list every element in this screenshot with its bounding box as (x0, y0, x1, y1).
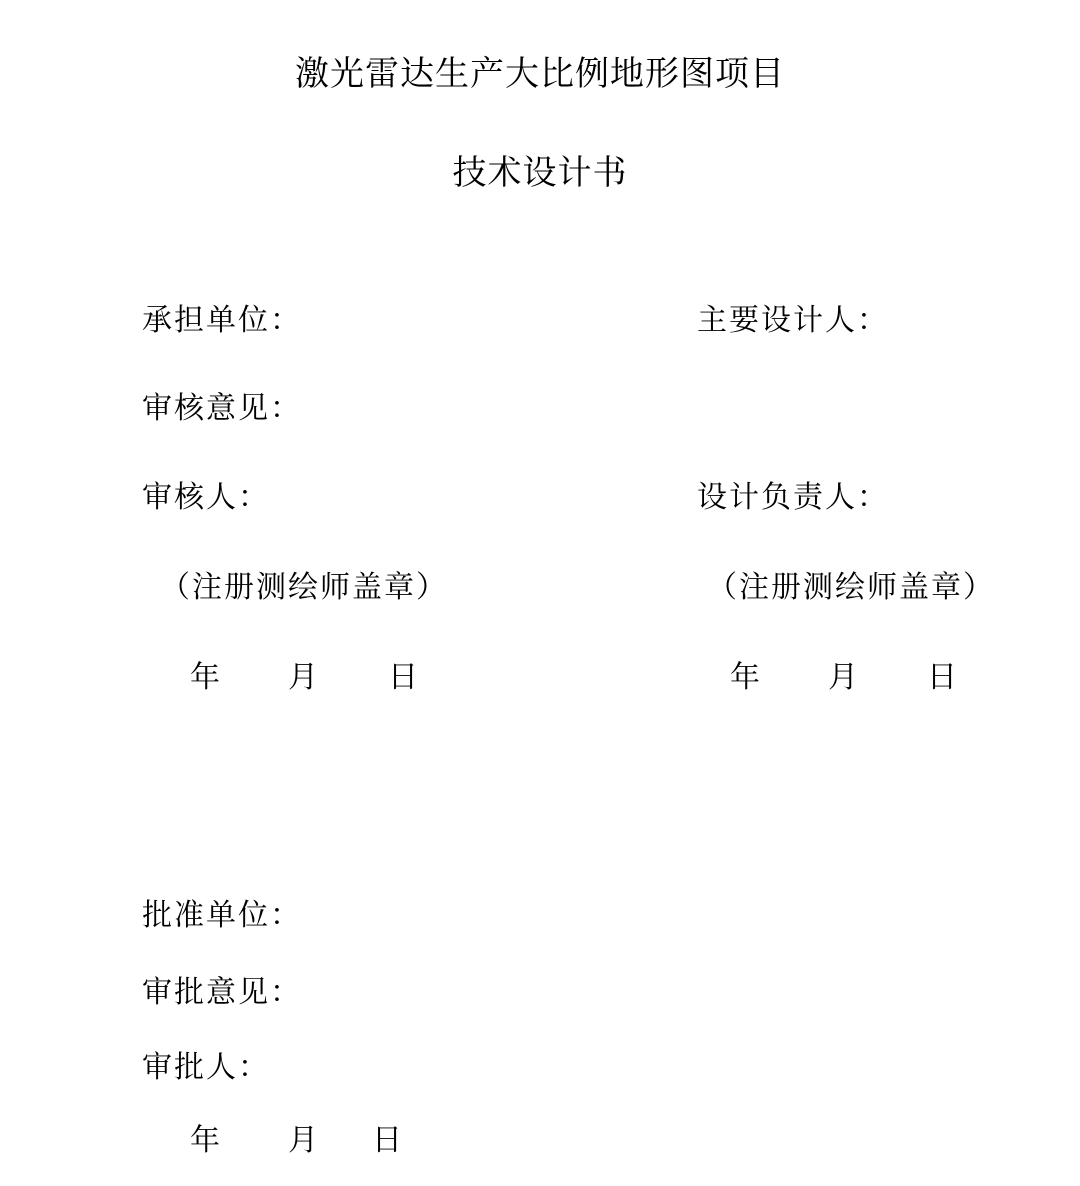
date-year: 年 (190, 660, 220, 695)
date-month: 月 (288, 660, 318, 695)
date-day: 日 (372, 1123, 402, 1158)
design-lead-label: 设计负责人： (697, 480, 889, 515)
document-title: 激光雷达生产大比例地形图项目 (295, 54, 785, 94)
date-month: 月 (288, 1123, 318, 1158)
left-seal-note: （注册测绘师盖章） (160, 570, 448, 605)
approval-unit-label: 批准单位： (142, 898, 302, 933)
date-year: 年 (730, 660, 760, 695)
reviewer-label: 审核人： (142, 480, 270, 515)
right-seal-note: （注册测绘师盖章） (707, 570, 995, 605)
date-day: 日 (927, 660, 957, 695)
date-year: 年 (190, 1123, 220, 1158)
approver-label: 审批人： (142, 1050, 270, 1085)
approval-opinion-label: 审批意见： (142, 975, 302, 1010)
date-day: 日 (388, 660, 418, 695)
date-month: 月 (828, 660, 858, 695)
main-designer-label: 主要设计人： (697, 303, 889, 338)
undertaking-unit-label: 承担单位： (142, 303, 302, 338)
review-opinion-label: 审核意见： (142, 391, 302, 426)
document-subtitle: 技术设计书 (452, 153, 628, 193)
